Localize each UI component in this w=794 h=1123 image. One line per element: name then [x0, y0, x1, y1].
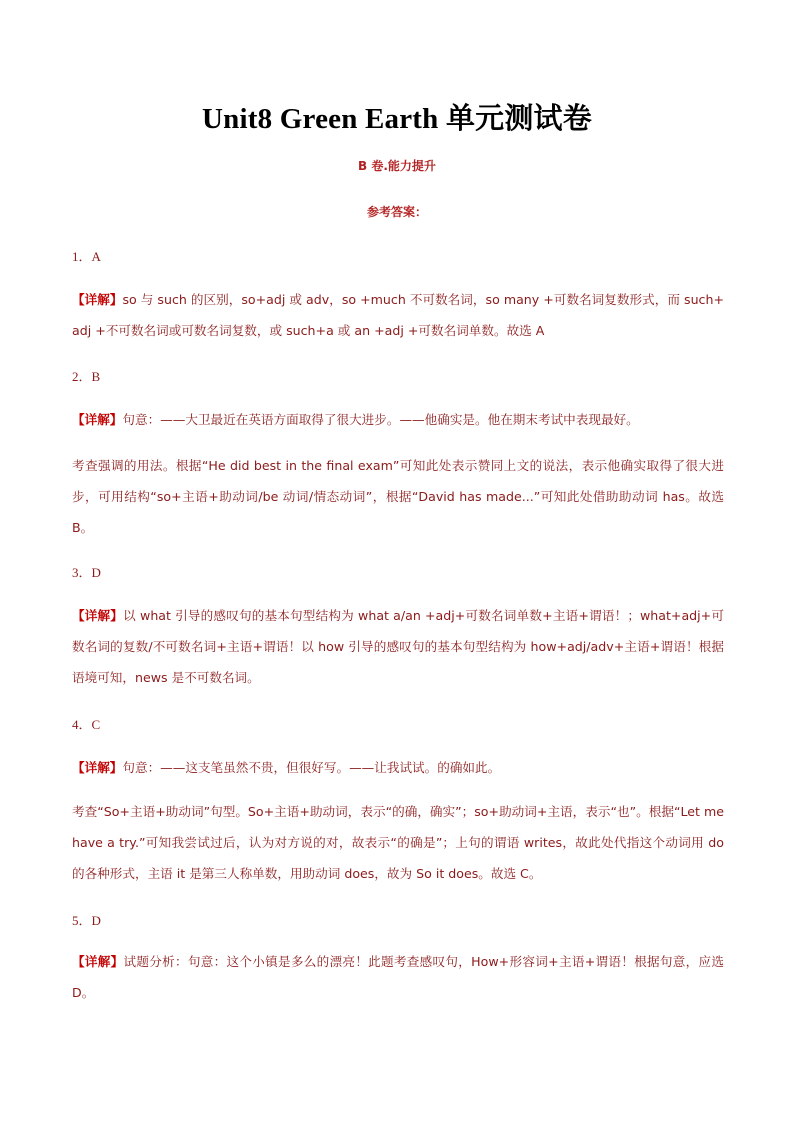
question-number: 3．D — [72, 565, 101, 580]
explanation-text: 句意：——大卫最近在英语方面取得了很大进步。——他确实是。他在期末考试中表现最好。 — [122, 412, 639, 427]
answer-explanation — [72, 284, 724, 346]
question-number: 4．C — [72, 717, 101, 732]
explanation-paragraph: 考查“So+主语+助动词”句型。So+主语+助动词，表示“的确，确实”；so+助动词+主语，表示“也”。根据“Let me have a try.”可知我尝试过后，认为对方说的对，故表示“的确是”；上句的谓语 writes，故此处代指这个动词用 do 的各种形式，主语 it 是第三人称单数，用助动词 does，故为 So it does。故选 C。 — [72, 804, 724, 881]
explanation-tag: 【详解】 — [72, 412, 123, 427]
question-number: 1．A — [72, 249, 101, 264]
explanation-tag: 【详解】 — [72, 608, 124, 623]
document-title: Unit8 Green Earth 单元测试卷 — [202, 103, 592, 135]
explanation-text: so 与 such 的区别，so+adj 或 adv，so +much 不可数名词，so many +可数名词复数形式，而 such+adj +不可数名词或可数名词复数，或 such+a 或 an +adj +可数名词单数。故选 A — [72, 292, 725, 338]
question-number: 5．D — [72, 913, 101, 928]
answer-explanation — [72, 404, 724, 435]
explanation-text: 以 what 引导的感叹句的基本句型结构为 what a/an +adj+可数名词单数+主语+谓语！；what+adj+可数名词的复数/不可数名词+主语+谓语！以 how 引导的感叹句的基本句型结构为 how+adj/adv+主语+谓语！根据语境可知，news 是不可数名词。 — [72, 608, 724, 685]
explanation-text: 试题分析：句意：这个小镇是多么的漂亮！此题考查感叹句，How+形容词+主语+谓语！根据句意，应选D。 — [72, 954, 725, 1000]
explanation-tag: 【详解】 — [72, 760, 123, 775]
answer-explanation — [72, 600, 724, 693]
explanation-text: 句意：——这支笔虽然不贵，但很好写。——让我试试。的确如此。 — [122, 760, 501, 775]
reference-answers-heading: 参考答案： — [366, 205, 427, 219]
explanation-tag: 【详解】 — [72, 292, 123, 307]
explanation-paragraph: 考查强调的用法。根据“He did best in the final exam”可知此处表示赞同上文的说法，表示他确实取得了很大进步，可用结构“so+主语+助动词/be 动词/情态动词”，根据“David has made...”可知此处借助助动词 has。故选 B。 — [72, 458, 724, 535]
question-number: 2．B — [72, 369, 101, 384]
answer-explanation — [72, 752, 724, 783]
answer-explanation — [72, 946, 724, 1008]
document-subtitle: B 卷.能力提升 — [358, 159, 436, 173]
explanation-tag: 【详解】 — [72, 954, 124, 969]
